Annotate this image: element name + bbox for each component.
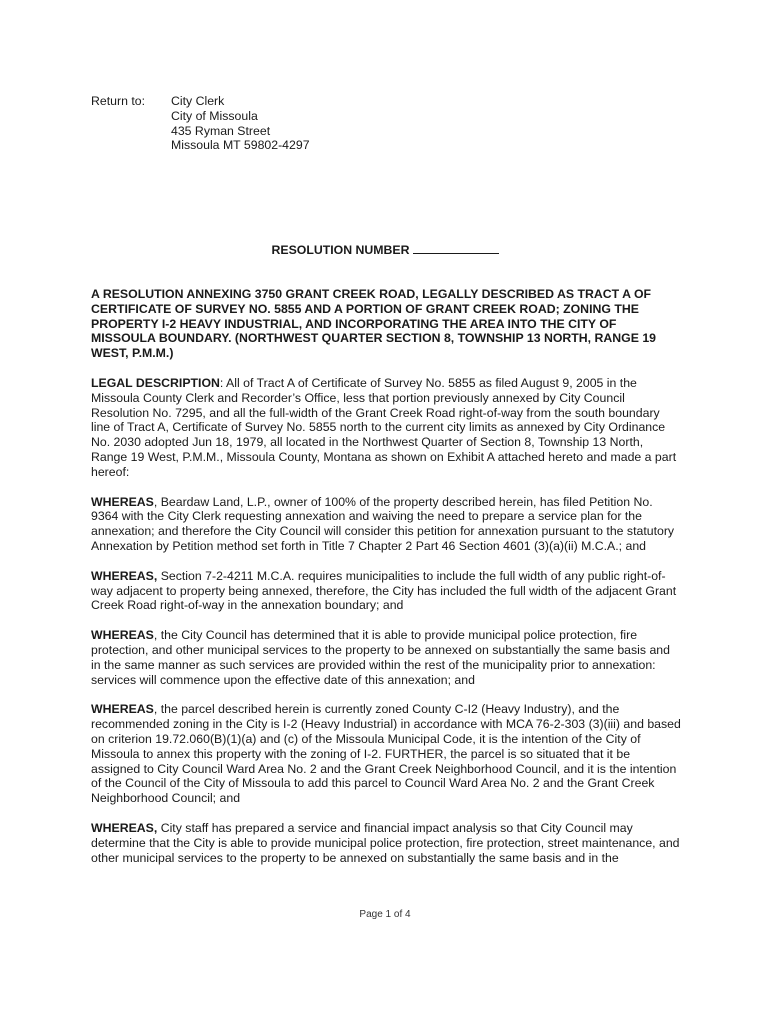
paragraph-lead: WHEREAS [91, 494, 154, 509]
paragraph-text: , the City Council has determined that it is able to provide municipal police protection, fire protection, and other municipal services to the property to be annexed on substantially the same basis and in the same manner as such services are provided within the rest of the municipality prior to annexation: services will commence upon the effective date of this annexation; and [91, 628, 670, 687]
resolution-number-blank-line [413, 242, 499, 254]
paragraph-text: , the parcel described herein is currently zoned County C-I2 (Heavy Industry), and the recommended zoning in the City is I-2 (Heavy Industrial) in accordance with MCA 76-2-303 (3)(iii) and based on criterion 19.72.060(B)(1)(a) and (c) of the Missoula Municipal Code, it is the intention of the City of Missoula to annex this property with the zoning of I-2. FURTHER, the parcel is so situated that it be assigned to City Council Ward Area No. 2 and the Grant Creek Neighborhood Council, and it is the intention of the Council of the City of Missoula to add this parcel to Council Ward Area No. 2 and the Grant Creek Neighborhood Council; and [91, 702, 681, 806]
resolution-number-heading [0, 242, 770, 258]
whereas-paragraph [91, 569, 681, 613]
return-address-lines [171, 94, 310, 153]
whereas-paragraph [91, 628, 681, 687]
return-line-organization: City of Missoula [171, 108, 258, 123]
paragraph-text: , Beardaw Land, L.P., owner of 100% of the property described herein, has filed Petition No. 9364 with the City Clerk requesting annexation and waiving the need to prepare a service plan for the annexation; and therefore the City Council will consider this petition for annexation pursuant to the statutory Annexation by Petition method set forth in Title 7 Chapter 2 Part 46 Section 4601 (3)(a)(ii) M.C.A.; and [91, 494, 675, 553]
return-to-label: Return to: [91, 94, 145, 108]
return-address-block [91, 94, 310, 153]
return-line-street: 435 Ryman Street [171, 123, 271, 138]
whereas-paragraph [91, 821, 681, 865]
paragraph-text: Section 7-2-4211 M.C.A. requires municipalities to include the full width of any public right-of-way adjacent to property being annexed, therefore, the City has included the full width of the adjacent Grant Creek Road right-of-way in the annexation boundary; and [91, 568, 677, 613]
paragraph-lead: WHEREAS, [91, 568, 158, 583]
resolution-title: A RESOLUTION ANNEXING 3750 GRANT CREEK ROAD, LEGALLY DESCRIBED AS TRACT A OF CERTIFICATE OF SURVEY NO. 5855 AND A PORTION OF GRANT CREEK ROAD; ZONING THE PROPERTY I-2 HEAVY INDUSTRIAL, AND INCORPORATING THE AREA INTO THE CITY OF MISSOULA BOUNDARY. (NORTHWEST QUARTER SECTION 8, TOWNSHIP 13 NORTH, RANGE 19 WEST, P.M.M.) [91, 287, 657, 361]
return-line-city-state-zip: Missoula MT 59802-4297 [171, 138, 310, 153]
whereas-paragraph [91, 495, 681, 554]
resolution-number-label: RESOLUTION NUMBER [271, 243, 410, 257]
document-body [91, 287, 681, 880]
whereas-paragraph [91, 702, 681, 806]
legal-description-paragraph [91, 376, 681, 480]
page-number-footer: Page 1 of 4 [359, 909, 411, 920]
paragraph-lead: LEGAL DESCRIPTION [91, 375, 220, 390]
return-line-recipient: City Clerk [171, 94, 225, 108]
paragraph-text: City staff has prepared a service and financial impact analysis so that City Council may determine that the City is able to provide municipal police protection, fire protection, street maintenance, and other municipal services to the property to be annexed on substantially the same basis and in the [91, 820, 680, 865]
paragraph-lead: WHEREAS [91, 702, 154, 717]
paragraph-lead: WHEREAS, [91, 820, 158, 835]
paragraph-text: : All of Tract A of Certificate of Survey No. 5855 as filed August 9, 2005 in the Missoula County Clerk and Recorder’s Office, less that portion previously annexed by City Council Resolution No. 7295, and all the full-width of the Grant Creek Road right-of-way from the south boundary line of Tract A, Certificate of Survey No. 5855 north to the current city limits as annexed by City Ordinance No. 2030 adopted Jun 18, 1979, all located in the Northwest Quarter of Section 8, Township 13 North, Range 19 West, P.M.M., Missoula County, Montana as shown on Exhibit A attached hereto and made a part hereof: [91, 375, 677, 479]
paragraph-lead: WHEREAS [91, 628, 154, 643]
